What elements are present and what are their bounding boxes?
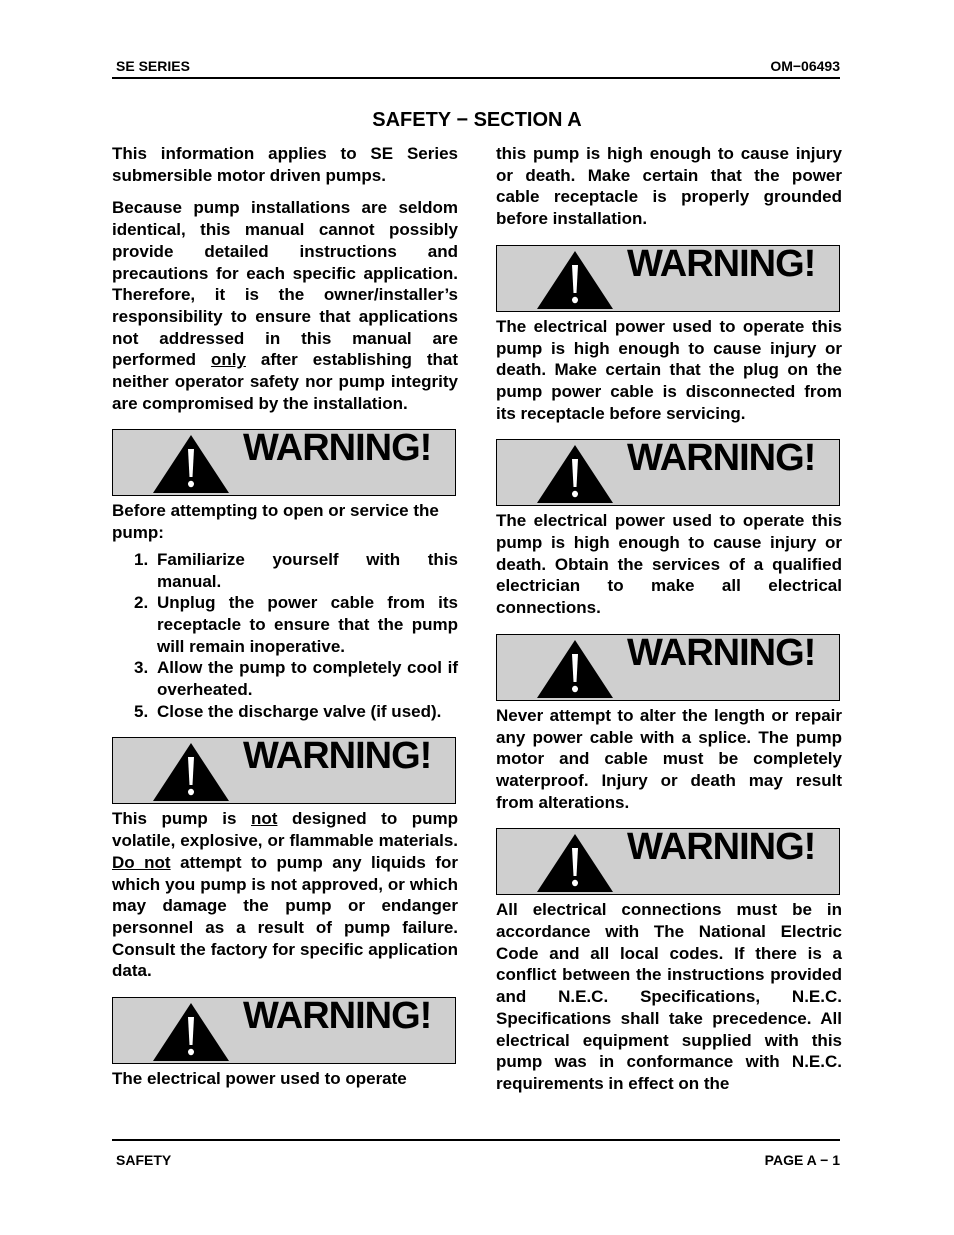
list-item: 1. Familiarize yourself with this manual. xyxy=(134,549,458,591)
warning-label: WARNING! xyxy=(627,242,816,285)
page-header xyxy=(112,57,840,79)
service-steps-list xyxy=(112,549,458,723)
responsibility-paragraph: Because pump installations are seldom identical, this manual cannot possibly provide detailed instructions and precautions for each specific application. Therefore, it is the owner/installer’s responsibility to ensure that applications not addressed in this manual are performed only after establishing that neither operator safety nor pump integrity are compromised by the installation. xyxy=(112,198,458,413)
warning-box xyxy=(496,439,840,506)
footer-section: SAFETY xyxy=(116,1152,172,1168)
warning-triangle-icon xyxy=(537,251,613,309)
warning-2-text: This pump is not designed to pump volatile, explosive, or flammable materials. Do not attempt to pump any liquids for which you pump is not approved, or which may damage the pump or endanger personnel as a result of pump failure. Consult the factory for specific application data. xyxy=(112,809,459,981)
warning-box xyxy=(496,631,840,701)
page-footer xyxy=(112,1139,840,1171)
warning-triangle-icon xyxy=(537,445,613,503)
warning-5-text: The electrical power used to operate this pump is high enough to cause injury or death. Obtain the services of a qualified electrician to make all electrical connections. xyxy=(496,511,842,618)
warning-triangle-icon xyxy=(153,1003,229,1061)
warning-box xyxy=(496,828,840,895)
warning-box xyxy=(496,242,840,312)
warning-1-intro: Before attempting to open or service the pump: xyxy=(112,501,439,543)
warning-label: WARNING! xyxy=(243,427,432,470)
list-item: 5. Close the discharge valve (if used). xyxy=(134,701,442,721)
warning-label: WARNING! xyxy=(243,995,432,1038)
warning-3-text: The electrical power used to operate xyxy=(112,1069,407,1089)
warning-7-text: All electrical connections must be in accordance with The National Electric Code and all local codes. If there is a conflict between the instructions provided and N.E.C. Specifications, N.E.C. Specifications shall take precedence. All electrical equipment supplied with this pump was in conformance with N.E.C. requirements in effect on the xyxy=(496,900,842,1093)
warning-4-text: The electrical power used to operate this pump is high enough to cause injury or death. Make certain that the plug on the pump power cable is disconnected from its receptacle before servicing. xyxy=(496,316,842,423)
warning-box xyxy=(112,737,456,804)
warning-label: WARNING! xyxy=(627,826,816,869)
left-column xyxy=(112,143,458,1090)
warning-triangle-icon xyxy=(537,640,613,698)
header-doc-number: OM−06493 xyxy=(770,58,840,74)
footer-page-number: PAGE A − 1 xyxy=(764,1152,840,1168)
list-item: 3. Allow the pump to completely cool if overheated. xyxy=(134,658,458,700)
warning-triangle-icon xyxy=(153,435,229,493)
warning-triangle-icon xyxy=(537,834,613,892)
warning-6-text: Never attempt to alter the length or repair any power cable with a splice. The pump motor and cable must be completely waterproof. Injury or death may result from alterations. xyxy=(496,705,842,812)
warning-box xyxy=(112,997,456,1064)
section-title: SAFETY − SECTION A xyxy=(372,109,582,131)
right-column xyxy=(496,143,842,1095)
warning-box xyxy=(112,429,456,496)
warning-3-continued: this pump is high enough to cause injury or death. Make certain that the power cable receptacle is properly grounded before installation. xyxy=(496,144,842,229)
warning-label: WARNING! xyxy=(627,631,816,674)
list-item: 2. Unplug the power cable from its receptacle to ensure that the pump will remain inoperative. xyxy=(134,593,458,656)
warning-label: WARNING! xyxy=(627,437,816,480)
warning-triangle-icon xyxy=(153,743,229,801)
header-series: SE SERIES xyxy=(116,58,190,74)
intro-paragraph: This information applies to SE Series submersible motor driven pumps. xyxy=(112,144,458,185)
warning-label: WARNING! xyxy=(243,735,432,778)
